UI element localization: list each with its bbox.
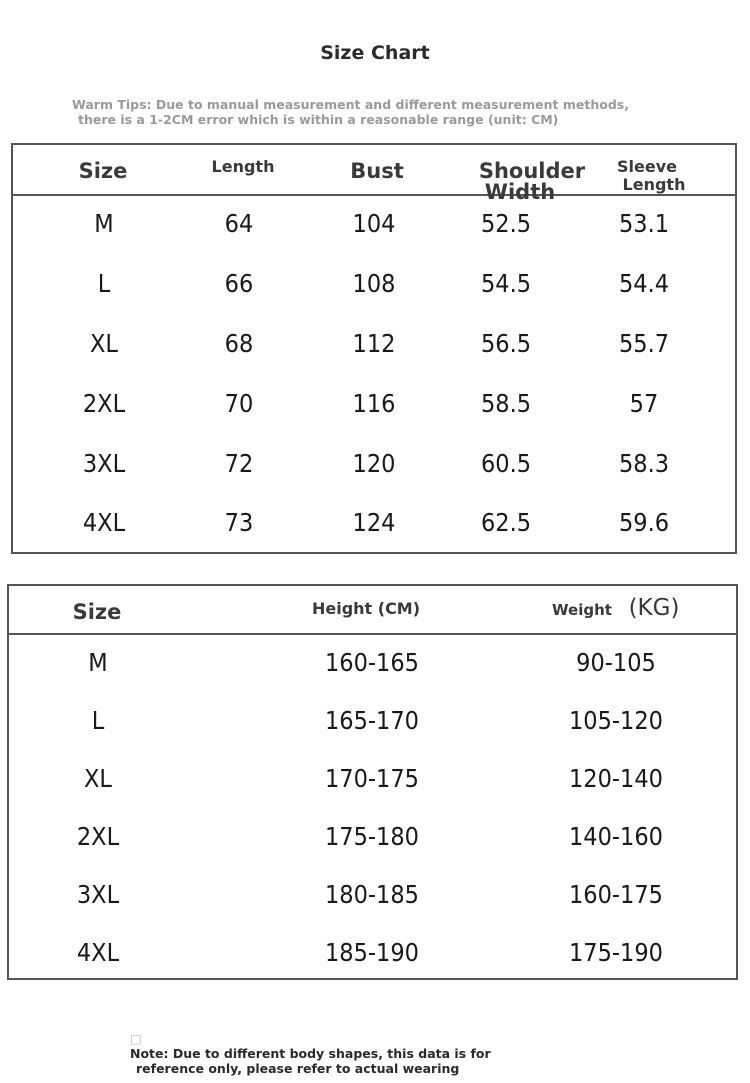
warm-tips-line-1: Warm Tips: Due to manual measurement and different measurement methods,	[72, 97, 629, 112]
page-title: Size Chart	[320, 42, 430, 64]
note-line-1	[130, 1031, 590, 1061]
note-line-2: reference only, please refer to actual wearing	[136, 1061, 460, 1076]
header-size: Size	[78, 159, 128, 183]
cell-shoulder-width: 62.5	[480, 508, 532, 537]
cell-shoulder-width: 54.5	[480, 269, 532, 298]
cell-weight: 160-175	[568, 880, 664, 909]
note	[130, 1031, 590, 1076]
cell-size: 3XL	[82, 449, 126, 478]
cell-sleeve-length: 57	[629, 389, 659, 418]
cell-size: 2XL	[76, 822, 120, 851]
cell-sleeve-length: 58.3	[618, 449, 670, 478]
cell-length: 72	[224, 449, 254, 478]
cell-bust: 120	[352, 449, 396, 478]
cell-weight: 105-120	[568, 706, 664, 735]
cell-weight: 120-140	[568, 764, 664, 793]
cell-length: 64	[224, 209, 254, 238]
cell-sleeve-length: 54.4	[618, 269, 670, 298]
cell-bust: 116	[352, 389, 396, 418]
warm-tips	[72, 97, 712, 127]
header-shoulder-width: Width	[484, 180, 556, 204]
cell-sleeve-length: 59.6	[618, 508, 670, 537]
header-shoulder: Shoulder	[478, 159, 586, 183]
cell-length: 66	[224, 269, 254, 298]
cell-shoulder-width: 52.5	[480, 209, 532, 238]
cell-bust: 104	[352, 209, 396, 238]
header-weight-unit: (KG)	[628, 595, 680, 621]
cell-height: 175-180	[324, 822, 420, 851]
header-length: Length	[211, 157, 275, 176]
measurement-table-header	[13, 145, 735, 204]
cell-size: 4XL	[82, 508, 126, 537]
cell-size: XL	[90, 329, 118, 358]
cell-height: 180-185	[324, 880, 420, 909]
cell-length: 70	[224, 389, 254, 418]
cell-size: M	[94, 209, 114, 238]
cell-size: 2XL	[82, 389, 126, 418]
cell-height: 160-165	[324, 648, 420, 677]
cell-length: 68	[224, 329, 254, 358]
header-height: Height (CM)	[311, 599, 421, 618]
header-bust: Bust	[350, 159, 404, 183]
cell-weight: 175-190	[568, 938, 664, 967]
cell-height: 185-190	[324, 938, 420, 967]
cell-size: XL	[84, 764, 112, 793]
cell-size: L	[97, 269, 111, 298]
cell-weight: 90-105	[576, 648, 656, 677]
measurement-table	[11, 143, 737, 554]
cell-height: 165-170	[324, 706, 420, 735]
cell-bust: 108	[352, 269, 396, 298]
warm-tips-line-2: there is a 1-2CM error which is within a reasonable range (unit: CM)	[78, 112, 559, 127]
header-sleeve-length: Length	[622, 175, 686, 194]
header-weight: Weight	[552, 601, 612, 619]
header-size: Size	[72, 600, 122, 624]
fit-table-header	[9, 586, 736, 635]
cell-shoulder-width: 58.5	[480, 389, 532, 418]
cell-sleeve-length: 53.1	[618, 209, 670, 238]
header-sleeve: Sleeve	[617, 157, 677, 176]
cell-bust: 112	[352, 329, 396, 358]
cell-size: L	[91, 706, 105, 735]
cell-weight: 140-160	[568, 822, 664, 851]
cell-length: 73	[224, 508, 254, 537]
cell-shoulder-width: 60.5	[480, 449, 532, 478]
cell-height: 170-175	[324, 764, 420, 793]
cell-shoulder-width: 56.5	[480, 329, 532, 358]
fit-table	[7, 584, 738, 980]
note-text-1: Note: Due to different body shapes, this data is for	[130, 1046, 491, 1061]
cell-size: 4XL	[76, 938, 120, 967]
cell-sleeve-length: 55.7	[618, 329, 670, 358]
note-glyph-icon: □	[130, 1031, 142, 1046]
cell-bust: 124	[352, 508, 396, 537]
cell-size: 3XL	[76, 880, 120, 909]
cell-size: M	[88, 648, 108, 677]
